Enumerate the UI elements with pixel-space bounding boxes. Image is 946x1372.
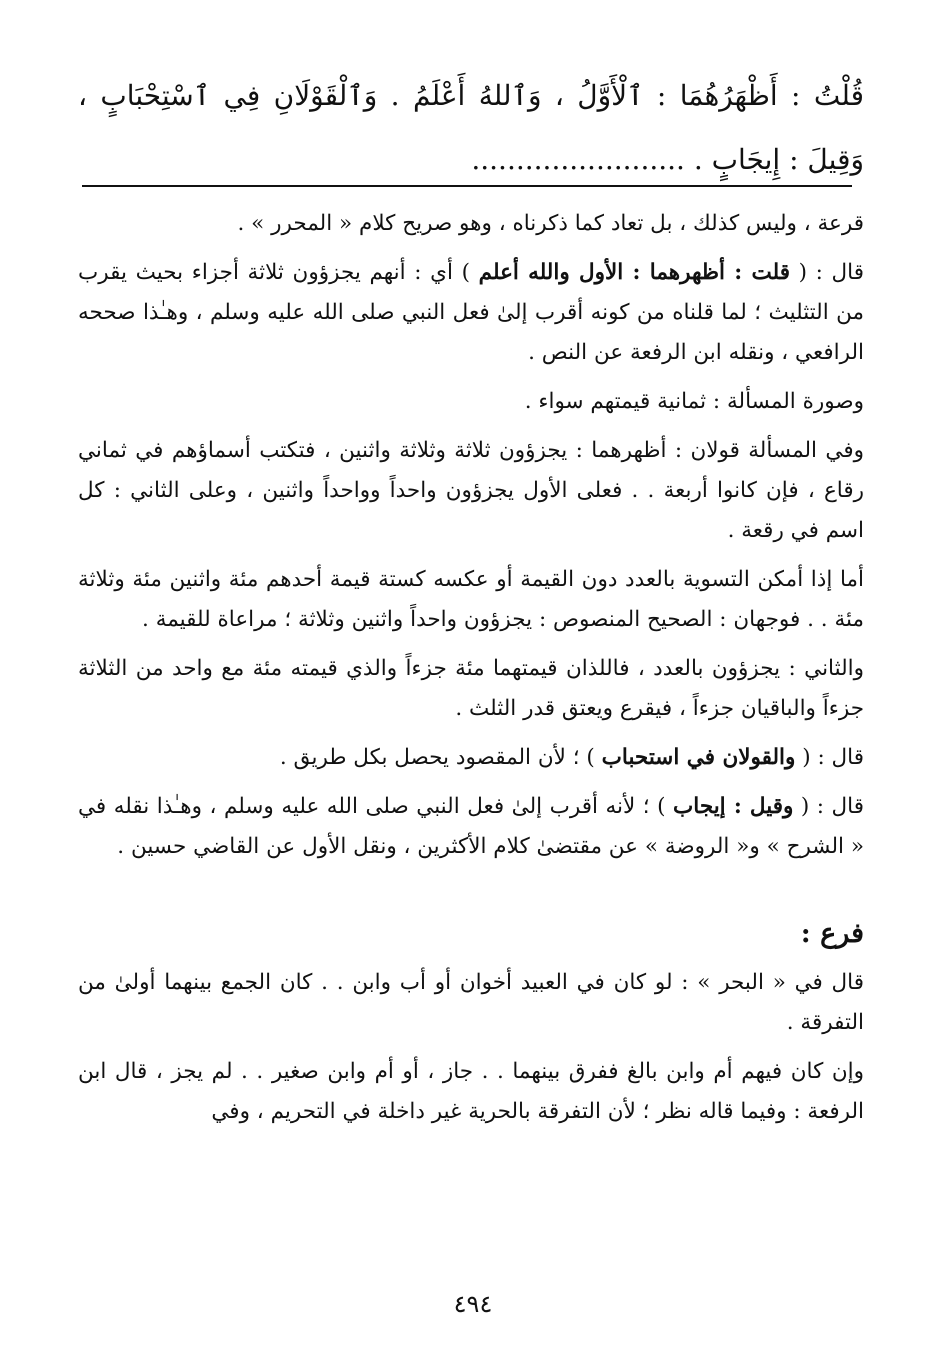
quoted-matn: وقيل : إيجاب <box>673 794 794 819</box>
paragraph-2 <box>78 253 864 373</box>
paragraph-3: وصورة المسألة : ثمانية قيمتهم سواء . <box>524 389 864 414</box>
quoted-matn: والقولان في استحباب <box>601 745 796 770</box>
paragraph-9: قال في « البحر » : لو كان في العبيد أخوان أو أب وابن . . كان الجمع بينهما أولىٰ من التفرقة . <box>78 970 864 1035</box>
matn-dot-leader: ........................ <box>471 143 685 176</box>
paragraph-4: وفي المسألة قولان : أظهرهما : يجزؤون ثلاثة وثلاثة واثنين ، فتكتب أسماؤهم في ثماني رقاع ، فإن كانوا أربعة . . فعلى الأول يجزؤون واحداً وواحداً واثنين ، وعلى الثاني : كل اسم في رقعة . <box>78 438 864 543</box>
paragraph-text: ) أي : أنهم يجزؤون ثلاثة أجزاء بحيث يقرب من التثليث ؛ لما قلناه من كونه أقرب إلىٰ فعل النبي صلى الله عليه وسلم ، وهـٰذا صححه الرافعي ، ونقله ابن الرفعة عن النص . <box>78 260 864 365</box>
section-heading: فرع : <box>800 918 864 949</box>
paragraph-7 <box>78 738 864 778</box>
separator-rule <box>82 185 852 187</box>
commentary-text <box>78 204 864 1132</box>
quoted-matn: قلت : أظهرهما : الأول والله أعلم <box>478 260 790 285</box>
paragraph-1: قرعة ، وليس كذلك ، بل تعاد كما ذكرناه ، وهو صريح كلام « المحرر » . <box>237 211 864 236</box>
paragraph-text: ) ؛ لأنه أقرب إلىٰ فعل النبي صلى الله عليه وسلم ، وهـٰذا نقله في « الشرح » و« الروضة » عن مقتضىٰ كلام الأكثرين ، ونقل الأول عن القاضي حسين . <box>78 794 864 859</box>
paragraph-5: أما إذا أمكن التسوية بالعدد دون القيمة أو عكسه كستة قيمة أحدهم مئة واثنين مئة وثلاثة مئة . . فوجهان : الصحيح المنصوص : يجزؤون واحداً واثنين وثلاثة ؛ مراعاة للقيمة . <box>78 567 864 632</box>
paragraph-6: والثاني : يجزؤون بالعدد ، فاللذان قيمتهما مئة جزءاً والذي قيمته مئة مع واحد من الثلاثة جزءاً والباقيان جزءاً ، فيقرع ويعتق قدر الثلث . <box>78 656 864 721</box>
quote-open: قال : ( <box>798 260 865 285</box>
quote-open: قال : ( <box>802 745 864 770</box>
paragraph-8 <box>78 787 864 867</box>
paragraph-text: ) ؛ لأن المقصود يحصل بكل طريق . <box>279 745 595 770</box>
matn-text <box>78 64 864 192</box>
quote-open: قال : ( <box>800 794 864 819</box>
matn-body: قُلْتُ : أَظْهَرُهُمَا : ٱلْأَوَّلُ ، وَٱللهُ أَعْلَمُ . وَٱلْقَوْلَانِ فِي ٱسْتِحْبَابٍ ، وَقِيلَ : إِيجَابٍ . <box>78 79 864 176</box>
paragraph-10: وإن كان فيهم أم وابن بالغ ففرق بينهما . . جاز ، أو أم وابن صغير . . لم يجز ، قال ابن الرفعة : وفيما قاله نظر ؛ لأن التفرقة بالحرية غير داخلة في التحريم ، وفي <box>78 1059 864 1124</box>
page-number: ٤٩٤ <box>453 1290 493 1318</box>
